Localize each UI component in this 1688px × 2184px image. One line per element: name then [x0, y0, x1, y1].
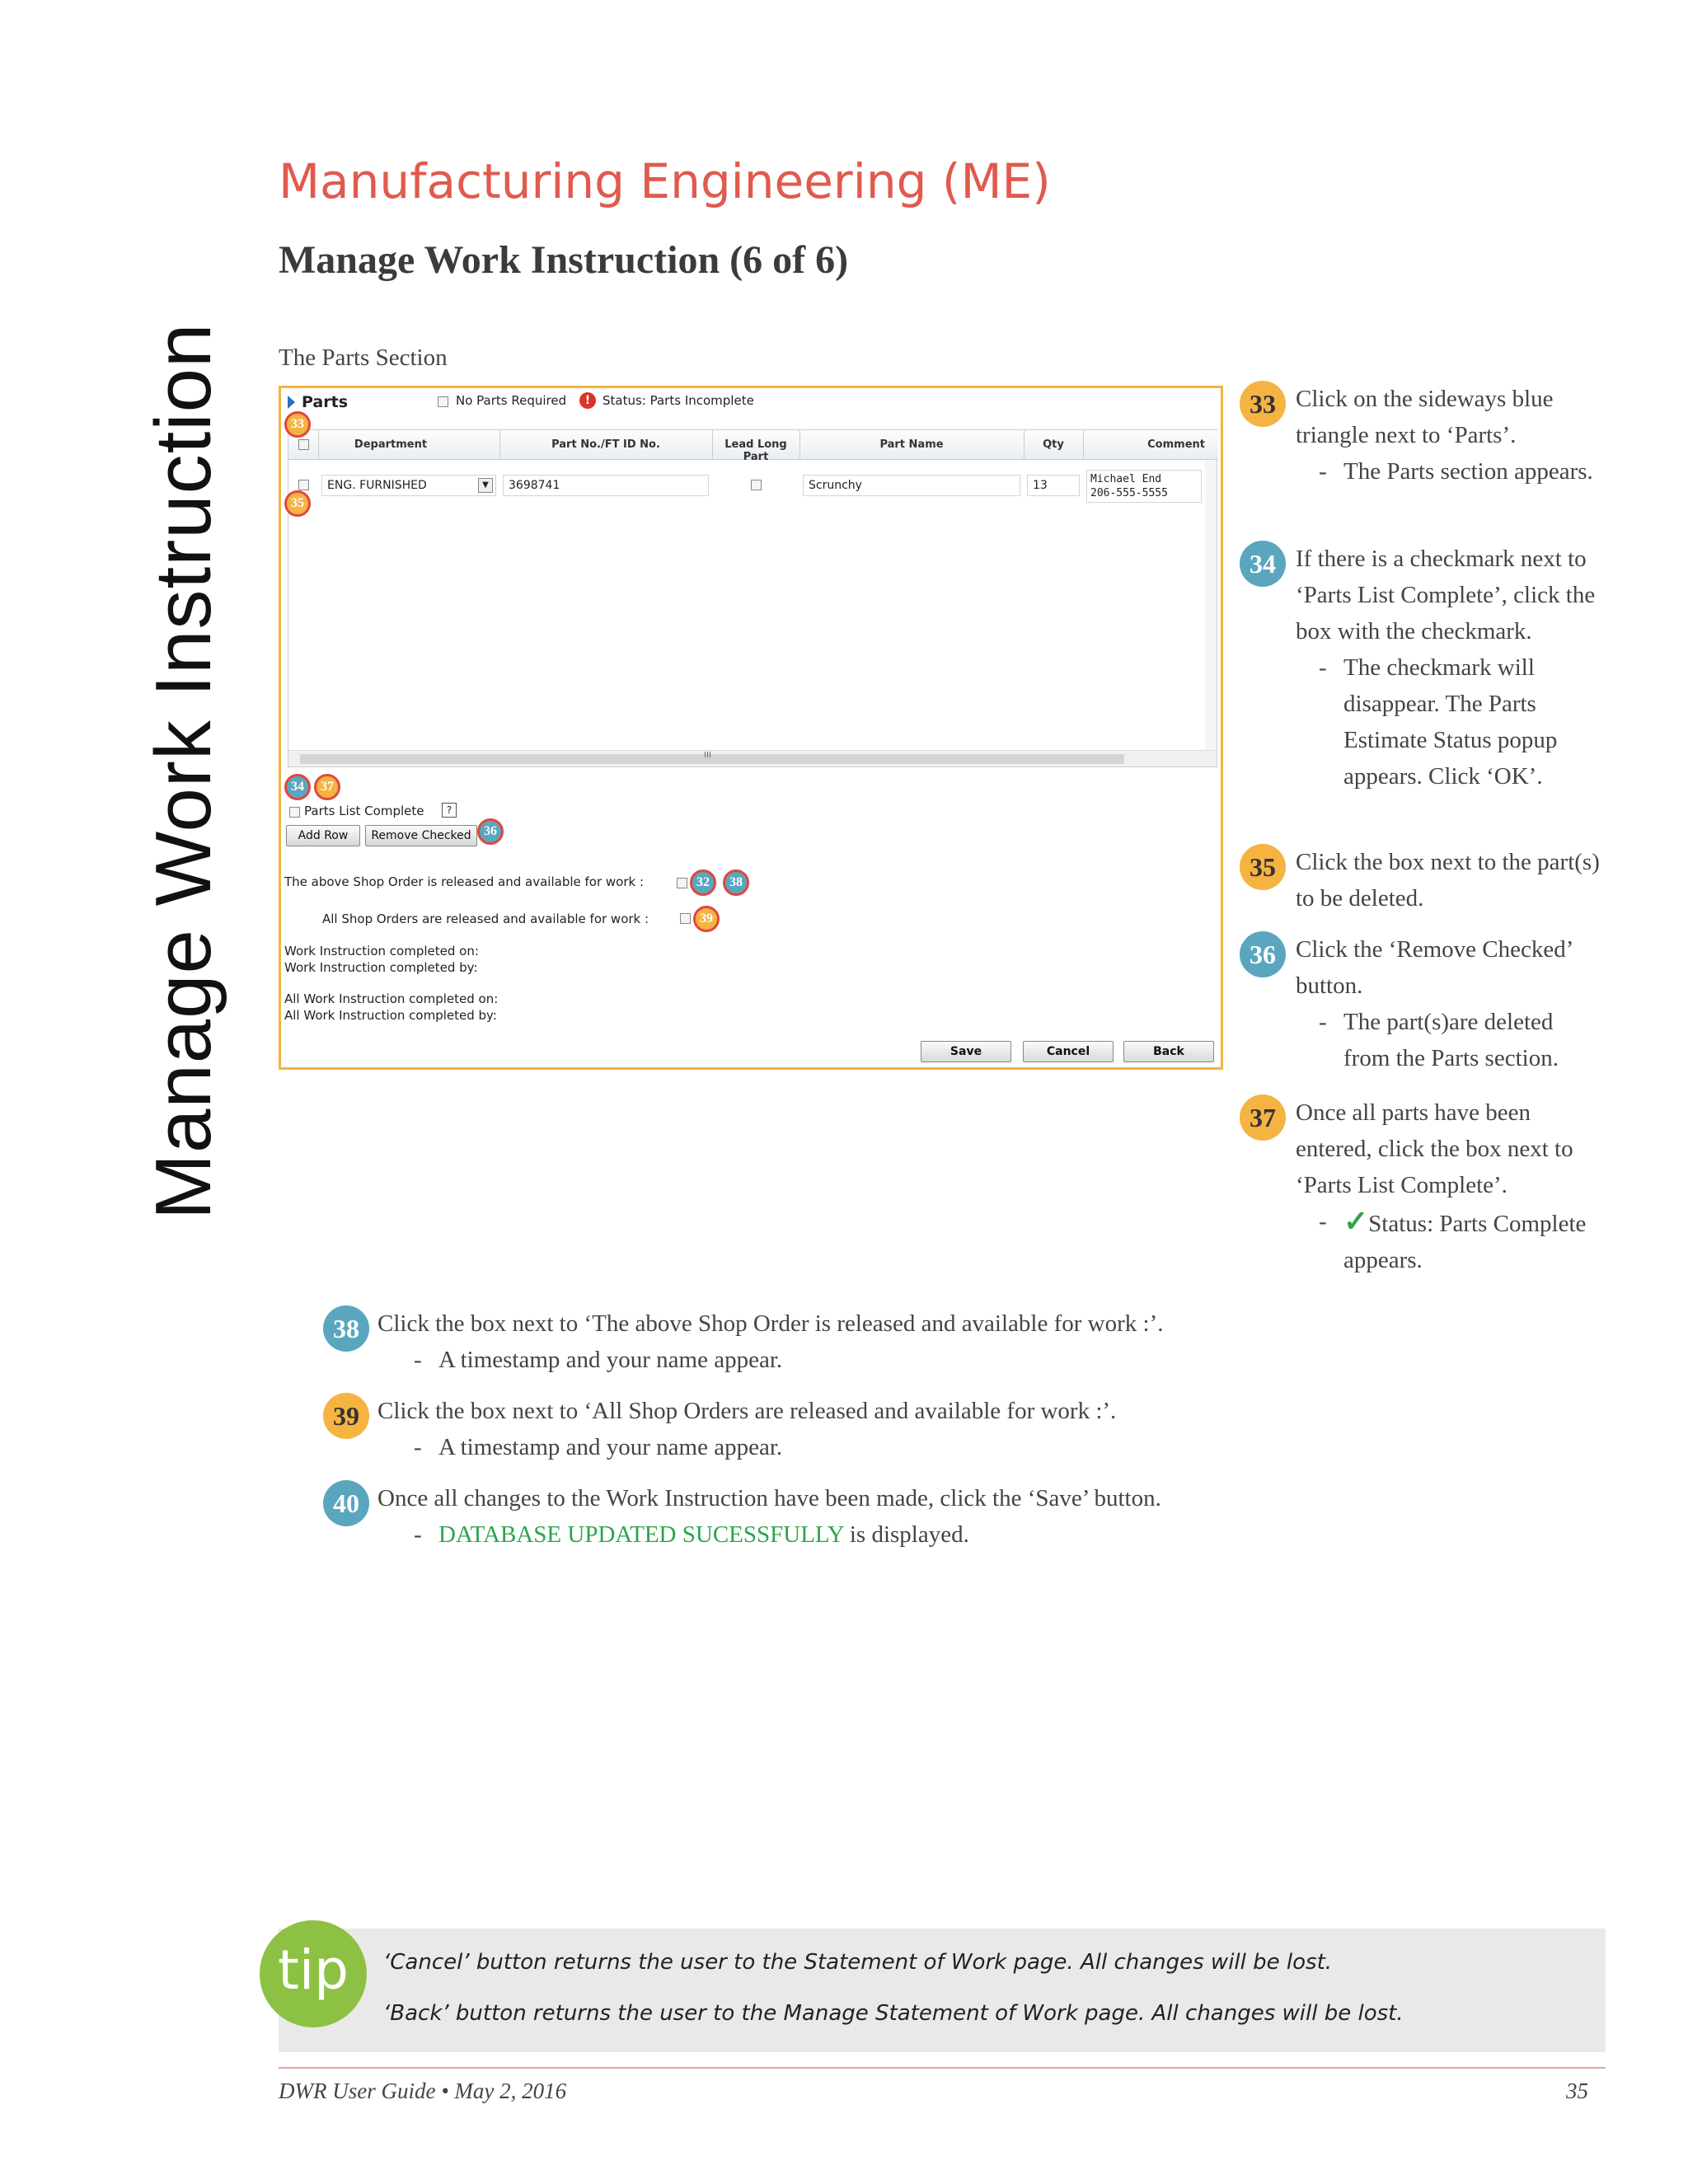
step-text: Click the ‘Remove Checked’ button. — [1296, 936, 1573, 999]
save-button[interactable]: Save — [921, 1041, 1011, 1062]
parts-list-complete-label: Parts List Complete — [304, 804, 424, 818]
step-sub — [414, 1516, 1312, 1553]
step-number: 39 — [323, 1393, 369, 1439]
remove-checked-button[interactable]: Remove Checked — [365, 825, 477, 846]
tip-icon: tip — [260, 1920, 367, 2027]
footer-text: DWR User Guide • May 2, 2016 — [279, 2079, 567, 2103]
part-no-input[interactable]: 3698741 — [503, 475, 709, 496]
grid-header — [288, 430, 1218, 463]
warning-icon: ! — [579, 392, 596, 409]
col-part-no: Part No./FT ID No. — [551, 438, 660, 451]
add-row-button[interactable]: Add Row — [286, 825, 360, 846]
comment-line-1: Michael End — [1090, 473, 1162, 485]
step-34 — [1240, 541, 1602, 794]
callout-39: 39 — [693, 906, 720, 932]
col-qty: Qty — [1043, 438, 1064, 451]
callout-36: 36 — [477, 818, 504, 845]
step-number: 40 — [323, 1480, 369, 1526]
step-number: 34 — [1240, 541, 1286, 587]
checkmark-icon: ✓ — [1343, 1205, 1369, 1238]
step-sub: - A timestamp and your name appear. — [414, 1342, 1312, 1378]
step-text: Once all parts have been entered, click the box next to ‘Parts List Complete’. — [1296, 1099, 1573, 1198]
callout-32: 32 — [690, 869, 716, 896]
comment-textarea[interactable] — [1086, 470, 1202, 503]
callout-34: 34 — [284, 774, 311, 800]
parts-toggle[interactable] — [288, 393, 348, 411]
help-icon[interactable]: ? — [442, 803, 457, 818]
step-text: Click the box next to the part(s) to be deleted. — [1296, 849, 1600, 912]
footer-divider — [279, 2067, 1606, 2069]
page-number: 35 — [1566, 2079, 1588, 2103]
section-label: The Parts Section — [279, 344, 448, 371]
col-part-name: Part Name — [879, 438, 944, 451]
step-38 — [323, 1305, 1312, 1378]
step-text: If there is a checkmark next to ‘Parts List Complete’, click the box with the checkmark. — [1296, 546, 1596, 644]
step-37 — [1240, 1094, 1602, 1278]
no-parts-required-checkbox[interactable] — [438, 396, 448, 407]
part-name-input[interactable]: Scrunchy — [803, 475, 1020, 496]
step-text: Click the box next to ‘All Shop Orders are released and available for work :’. — [377, 1398, 1117, 1424]
step-text: Click the box next to ‘The above Shop Order is released and available for work :’. — [377, 1310, 1164, 1337]
vertical-scrollbar[interactable] — [1205, 460, 1217, 750]
expand-triangle-icon[interactable] — [288, 396, 295, 409]
vertical-page-title: Manage Work Instruction — [139, 322, 227, 1220]
all-shop-orders-released-label: All Shop Orders are released and available for work : — [322, 912, 649, 926]
col-comment: Comment — [1147, 438, 1205, 451]
step-36 — [1240, 931, 1602, 1076]
step-40 — [323, 1480, 1312, 1553]
department-value: ENG. FURNISHED — [327, 479, 427, 492]
step-35 — [1240, 844, 1602, 916]
page-title: Manufacturing Engineering (ME) — [279, 153, 1051, 209]
comment-line-2: 206-555-5555 — [1090, 487, 1168, 499]
step-number: 33 — [1240, 381, 1286, 427]
success-message: DATABASE UPDATED SUCESSFULLY — [438, 1521, 844, 1548]
qty-input[interactable]: 13 — [1027, 475, 1080, 496]
step-number: 35 — [1240, 844, 1286, 890]
lead-long-part-checkbox[interactable] — [751, 480, 762, 490]
parts-label: Parts — [302, 393, 348, 411]
department-select[interactable] — [321, 475, 496, 496]
step-bullet: - The part(s)are deleted from the Parts section. — [1319, 1004, 1602, 1076]
horizontal-scrollbar[interactable] — [288, 750, 1217, 766]
row-checkbox[interactable] — [298, 480, 309, 490]
tip-line-1: ‘Cancel’ button returns the user to the Statement of Work page. All changes will be lost. — [383, 1950, 1333, 1975]
parts-screenshot — [279, 386, 1223, 1070]
step-number: 36 — [1240, 931, 1286, 977]
select-all-checkbox[interactable] — [298, 439, 309, 450]
parts-grid — [288, 429, 1217, 767]
step-33 — [1240, 381, 1602, 490]
col-department: Department — [354, 438, 428, 451]
page-subtitle: Manage Work Instruction (6 of 6) — [279, 238, 849, 282]
step-bullet: - The checkmark will disappear. The Parts Estimate Status popup appears. Click ‘OK’. — [1319, 649, 1602, 794]
tip-box — [279, 1929, 1606, 2052]
scroll-grip: III — [704, 751, 711, 760]
all-wi-completed-on: All Work Instruction completed on: — [284, 991, 499, 1006]
no-parts-required-label: No Parts Required — [456, 393, 567, 408]
step-sub: - A timestamp and your name appear. — [414, 1429, 1312, 1465]
step-39 — [323, 1393, 1312, 1465]
cancel-button[interactable]: Cancel — [1023, 1041, 1114, 1062]
step-bullet: - The Parts section appears. — [1319, 453, 1602, 490]
all-shop-orders-released-checkbox[interactable] — [680, 913, 691, 924]
dropdown-arrow-icon[interactable]: ▼ — [478, 478, 493, 493]
step-text: Click on the sideways blue triangle next to ‘Parts’. — [1296, 386, 1554, 448]
col-lead-long-part: Lead Long Part — [724, 438, 787, 463]
step-bullet-text: Status: Parts Complete appears. — [1343, 1211, 1587, 1273]
shop-order-released-label: The above Shop Order is released and available for work : — [284, 874, 645, 889]
wi-completed-on: Work Instruction completed on: — [284, 944, 479, 958]
callout-38: 38 — [723, 869, 749, 896]
tip-line-2: ‘Back’ button returns the user to the Manage Statement of Work page. All changes will be lost. — [383, 2001, 1404, 2026]
scroll-thumb[interactable] — [300, 751, 1124, 764]
step-text: Once all changes to the Work Instruction have been made, click the ‘Save’ button. — [377, 1485, 1161, 1511]
step-number: 37 — [1240, 1094, 1286, 1141]
parts-list-complete-checkbox[interactable] — [289, 807, 300, 818]
shop-order-released-checkbox[interactable] — [677, 878, 687, 888]
callout-35: 35 — [284, 490, 311, 517]
back-button[interactable]: Back — [1123, 1041, 1214, 1062]
callout-33: 33 — [284, 411, 311, 438]
step-sub-rest: is displayed. — [843, 1521, 969, 1548]
wi-completed-by: Work Instruction completed by: — [284, 960, 478, 975]
status-text: Status: Parts Incomplete — [603, 393, 754, 408]
all-wi-completed-by: All Work Instruction completed by: — [284, 1008, 497, 1023]
step-bullet — [1319, 1203, 1602, 1278]
callout-37: 37 — [314, 774, 340, 800]
step-number: 38 — [323, 1305, 369, 1352]
